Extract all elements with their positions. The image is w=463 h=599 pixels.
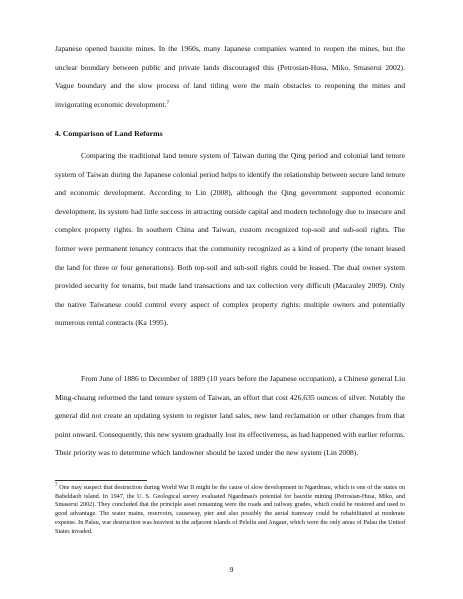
footnote: [55, 484, 405, 536]
footnote-reference: 7: [166, 100, 170, 106]
footnote-separator: [55, 480, 147, 481]
paragraph-continued-text: Japanese opened bauxite mines. In the 1960s, many Japanese companies wanted to reopen the mines, but the unclear boundary between public and private lands discouraged this (Petrosian-Husa, Miko, Smaserui 2002). Vague boundary and the slow process of land titling were the main obstacles to reopening the mines and invigorating economic development.: [55, 44, 405, 109]
paragraph-continued: [55, 40, 405, 114]
paragraph-liu-ming-chuang: From June of 1886 to December of 1889 (10 years before the Japanese occupation), a Chinese general Liu Ming-chuang reformed the land tenure system of Taiwan, an effort that cost 426,635 ounces of silver. Notably the general did not create an updating system to register land sales, new land reclamation or other changes from that point onward. Consequently, this new system gradually lost its effectiveness, as had happened with earlier reforms. Their priority was to determine which landowner should be taxed under the new system (Lin 2008).: [55, 374, 405, 458]
paragraph-comparison: Comparing the traditional land tenure system of Taiwan during the Qing period and colonial land tenure system of Taiwan during the Japanese colonial period helps to identify the relationship between secure land tenure and economic development. According to Lin (2008), although the Qing government supported economic development, its system had little success in attracting outside capital and modern technology due to insecure and complex property rights. In southern China and Taiwan, custom recognized top-soil and sub-soil rights. The former were permanent tenancy contracts that the community recognized as a kind of property (the tenant leased the land for three or four generations). Both top-soil and sub-soil rights could be leased. The dual owner system provided security for tenants, but made land transactions and tax collection very difficult (Macauley 2009). Only the native Taiwanese could control every aspect of complex property rights: multiple owners and potentially numerous rental contracts (Ka 1995).: [55, 151, 405, 328]
section-heading: 4. Comparison of Land Reforms: [55, 129, 163, 138]
footnote-number: 7: [55, 483, 58, 488]
footnote-text: One may suspect that destruction during World War II might be the cause of slow development in Ngardmau, which is one of the states on Babeldaob island. In 1947, the U. S. Geological survey evaluated Ngardmau's potential for bauxite mining (Petrosian-Husa, Miko, and Smaserui 2002). They concluded that the principle asset remaining were the roads and railway grades, which could be restored and used to good advantage. The water mains, reservoirs, causeway, pier and also possibly the aerial tramway could be rehabilitated at moderate expense. In Palau, war destruction was heaviest in the adjacent islands of Peleliu and Angaur, which were the only areas of Palau the United States invaded.: [55, 484, 405, 535]
page-number: 9: [229, 565, 234, 574]
